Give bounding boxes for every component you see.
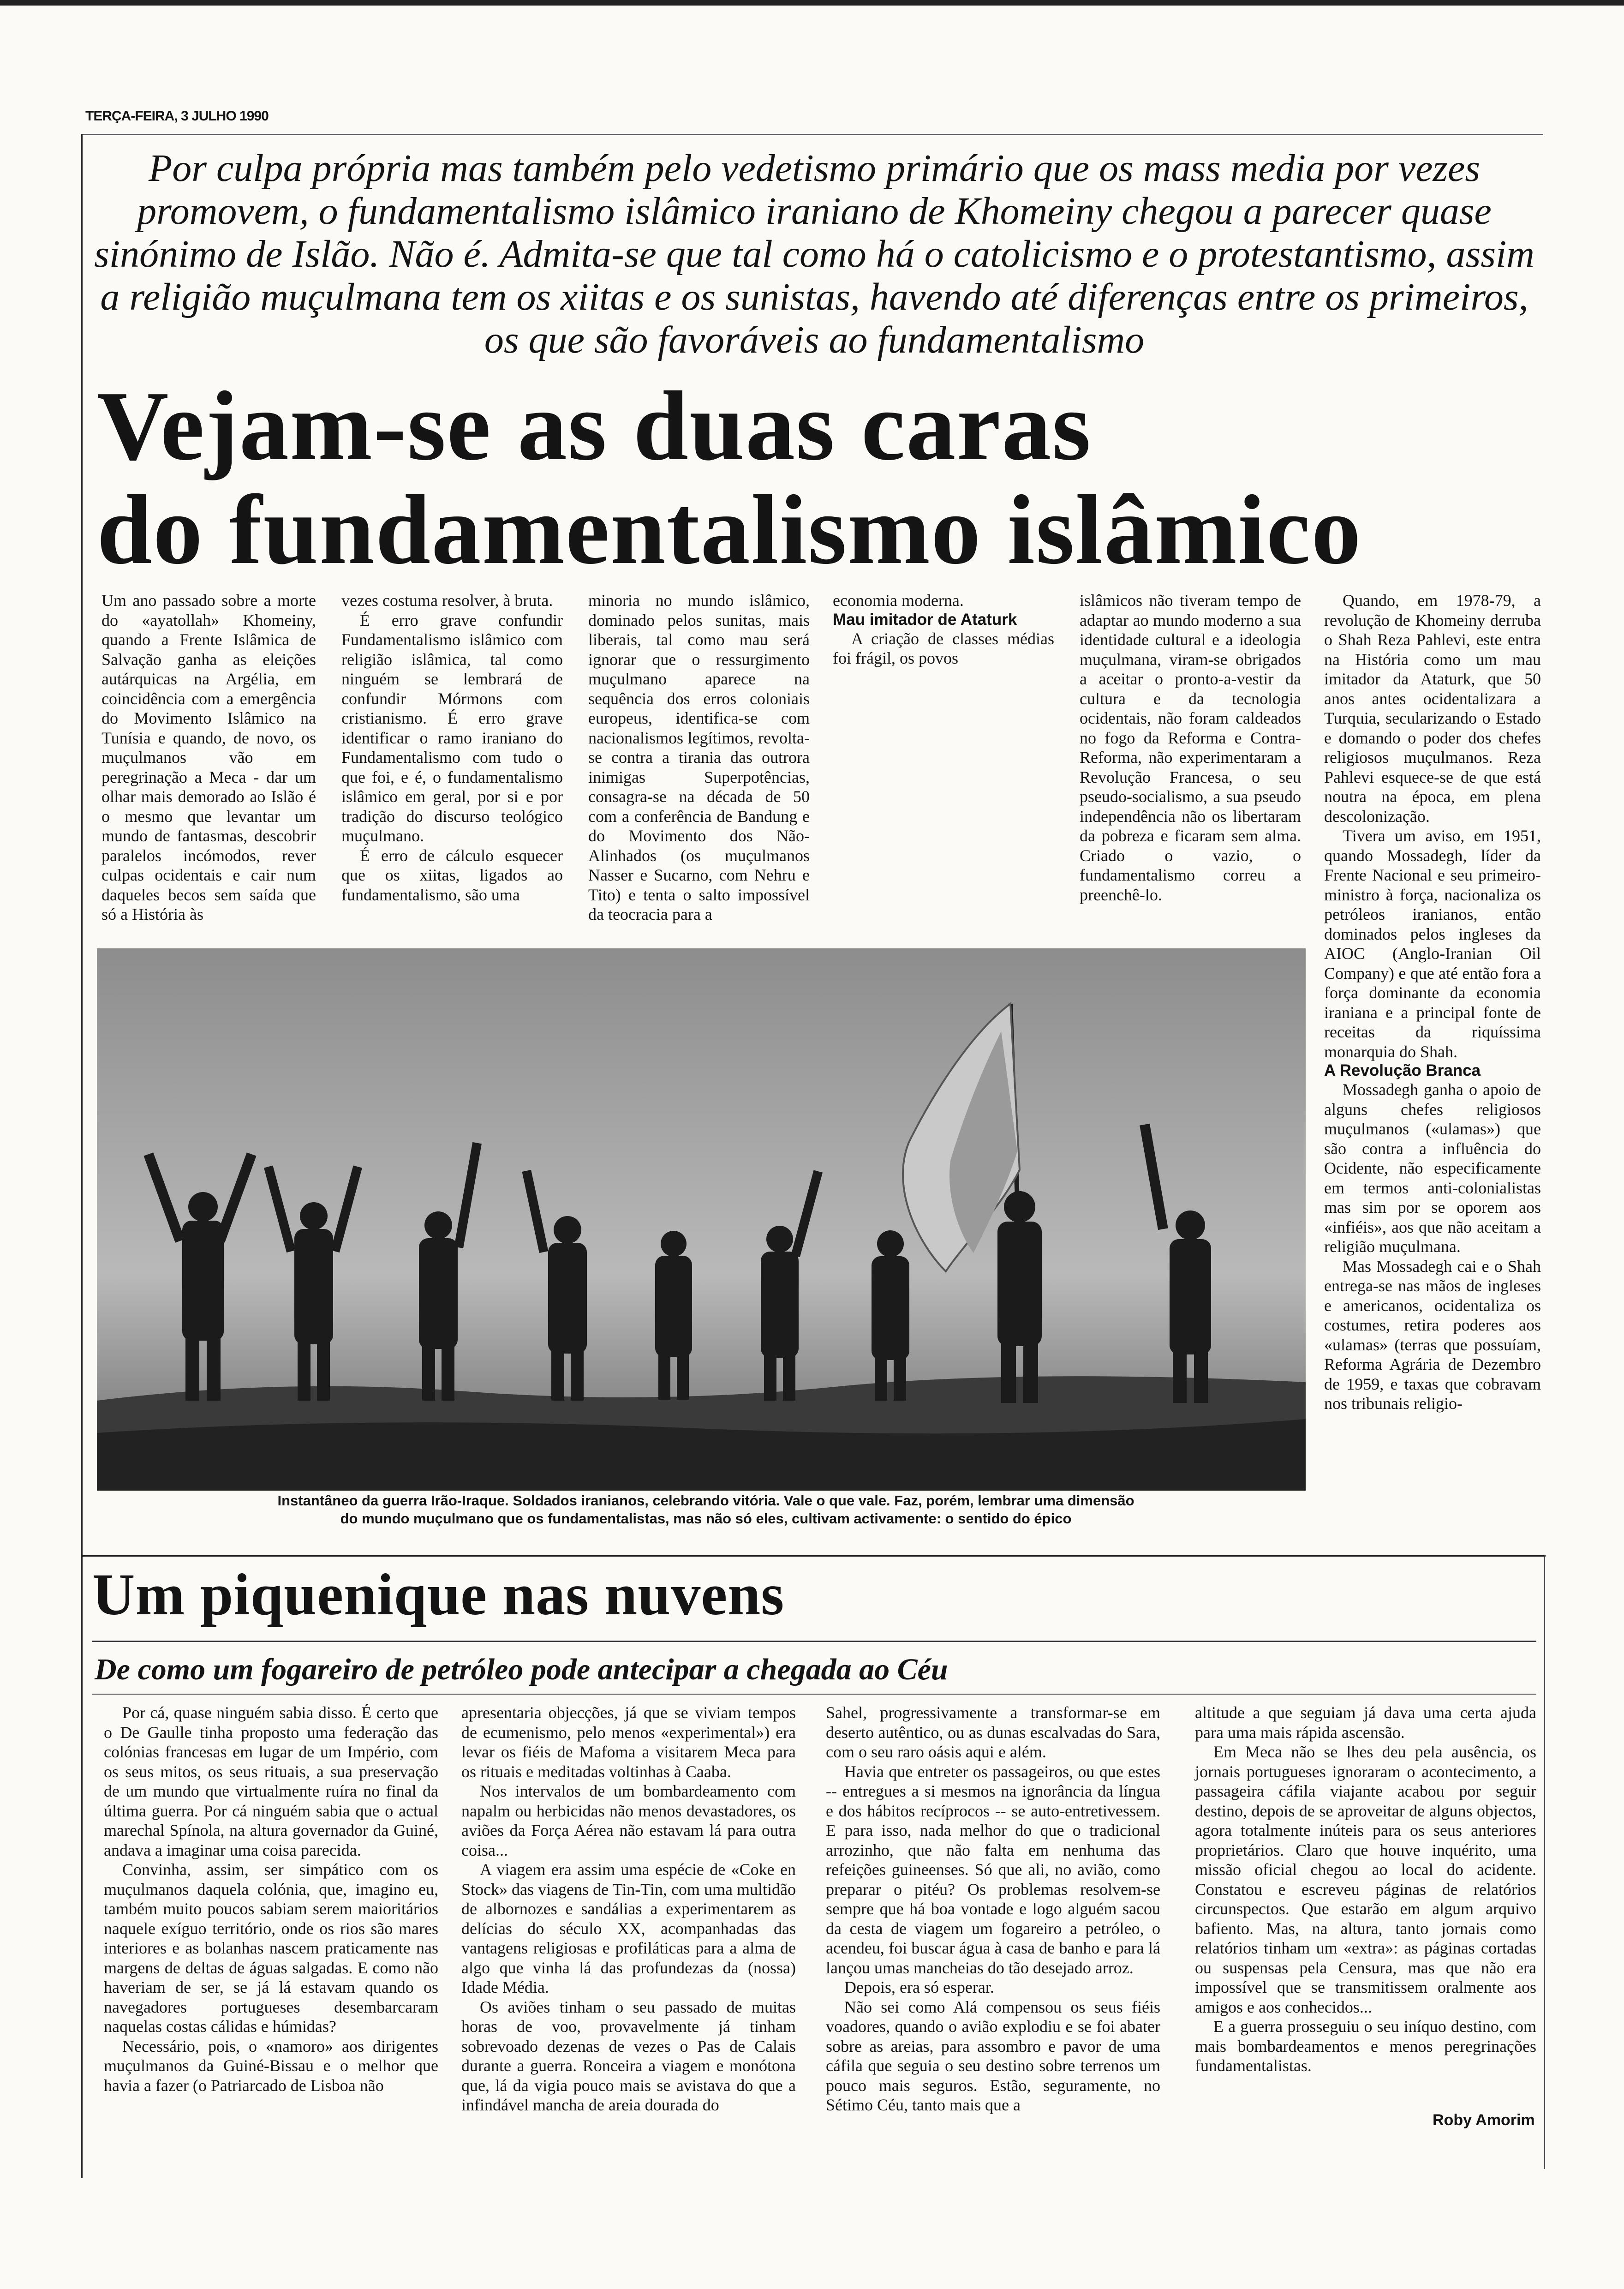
article2-col2-p4: Os aviões tinham o seu passado de muitas horas de voo, provavelmente já tinham sobrevoado dezenas de vezes o Pas de Calais durante a guerra. Ronceira a viagem e monótona que, lá da vigia pouco mais se avistava do que a infindável mancha de areia dourada do <box>461 1997 796 2114</box>
war-photo-illustration <box>97 948 1306 1491</box>
article2-title: Um piquenique nas nuvens <box>92 1562 785 1627</box>
article2-column-3 <box>826 1703 1160 2115</box>
article1-column-6 <box>1324 591 1541 1414</box>
article2-col3-p3: Depois, era só esperar. <box>844 1978 994 1996</box>
article2-byline: Roby Amorim <box>1433 2111 1535 2129</box>
article1-col2-p1: vezes costuma resolver, à bruta. <box>341 591 553 610</box>
article1-col4-p2: A criação de classes médias foi frágil, os povos <box>833 629 1054 667</box>
box2-left-rule <box>81 1555 83 2178</box>
lead-paragraph: Por culpa própria mas também pelo vedetismo primário que os mass media por vezes promovem, o fundamentalismo islâmico iraniano de Khomeiny chegou a parecer quase sinónimo de Islão. Não é. Admita-se que tal como há o catolicismo e o protestantismo, assim a religião muçulmana tem os xiitas e os sunistas, havendo até diferenças entre os primeiros, os que são favoráveis ao fundamentalismo <box>94 147 1534 361</box>
article1-col2-p2: É erro grave confundir Fundamentalismo islâmico com religião islâmica, tal como ninguém se lembrará de confundir Mórmons com cristianismo. É erro grave identificar o ramo iraniano do Fundamentalismo com tudo o que foi, e é, o fundamentalismo islâmico em geral, por si e por tradição do discurso teológico muçulmano. <box>341 611 563 845</box>
frame-left-rule <box>81 134 83 1560</box>
article2-col4-p1: altitude a que seguiam já dava uma certa ajuda para uma mais rápida ascensão. <box>1195 1703 1536 1742</box>
war-photo <box>97 948 1306 1491</box>
article1-col6-p2: Tivera um aviso, em 1951, quando Mossadegh, líder da Frente Nacional e seu primeiro-ministro à força, nacionaliza os petróleos iranianos, então dominados pelos ingleses da AIOC (Anglo-Iranian Oil Company) e que até então fora a força dominante da economia iraniana e a principal fonte de receitas da riquíssima monarquia do Shah. <box>1324 827 1541 1061</box>
headline <box>97 371 1541 585</box>
article1-subhead-mau-imitador: Mau imitador de Ataturk <box>833 610 1017 629</box>
article2-column-2 <box>461 1703 796 2115</box>
page-top-border <box>0 0 1624 6</box>
article1-col6-p3: Mossadegh ganha o apoio de alguns chefes religiosos muçulmanos («ulamas») que são contra a influência do Ocidente, não especificamente em termos anti-colonialistas mas sim por se oporem aos «infiéis», aos que não aceitam a religião muçulmana. <box>1324 1080 1541 1256</box>
article2-col3-p4: Não sei como Alá compensou os seus fiéis voadores, quando o avião explodiu e se foi abater sobre as areias, para assombro e pavor de uma cáfila que seguia o seu destino sobre terrenos um pouco mais seguros. Estão, seguramente, no Sétimo Céu, tanto mais que a <box>826 1997 1160 2114</box>
article1-column-4 <box>833 591 1054 668</box>
article1-column-1 <box>102 591 316 924</box>
headline-line-1: Vejam-se as duas caras <box>97 371 1092 481</box>
photo-caption <box>106 1492 1306 1528</box>
caption-line-1: Instantâneo da guerra Irão-Iraque. Soldados iranianos, celebrando vitória. Vale o que vale. Faz, porém, lembrar uma dimensão <box>277 1492 1134 1509</box>
article2-col2-p1: apresentaria objecções, já que se viviam tempos de ecumenismo, pelo menos «experimental») era levar os fiéis de Mafoma a visitarem Meca para os rituais e meditadas voltinhas à Caaba. <box>461 1703 796 1781</box>
headline-line-2: do fundamentalismo islâmico <box>97 474 1362 585</box>
article2-col2-p3: A viagem era assim uma espécie de «Coke en Stock» das viagens de Tin-Tin, com uma multidão de albornozes e sandálias a experimentarem as delícias do século XX, acompanhadas das vantagens religiosas e profiláticas para a alma de algo que vinha lá das profundezas da (nossa) Idade Média. <box>461 1860 796 1996</box>
article2-col4-p3: E a guerra prosseguiu o seu iníquo destino, com mais bombardeamentos e menos peregrinações fundamentalistas. <box>1195 2017 1536 2075</box>
article2-column-4 <box>1195 1703 1536 2076</box>
article1-col1-text: Um ano passado sobre a morte do «ayatollah» Khomeiny, quando a Frente Islâmica de Salvação ganha as eleições autárquicas na Argélia, em coincidência com a emergência do Movimento Islâmico na Tunísia e quando, de novo, os muçulmanos vão em peregrinação a Meca - dar um olhar mais demorado ao Islão é o mesmo que levantar um mundo de fantasmas, descobrir paralelos incómodos, rever culpas ocidentais e cair num daqueles becos sem saída que só a História às <box>102 591 316 923</box>
article2-subtitle-rule <box>92 1694 1536 1695</box>
article2-col1-p2: Convinha, assim, ser simpático com os muçulmanos daquela colónia, que, imagino eu, também muito poucos sabiam serem maioritários naquele exíguo território, onde os rios são mares interiores e as bolanhas nascem praticamente nas margens de deltas de águas salgadas. E como não haveriam de ser, se já lá estavam quando os navegadores portugueses desembarcaram naquelas costas cálidas e húmidas? <box>104 1860 438 2036</box>
article1-col5-text: islâmicos não tiveram tempo de adaptar ao mundo moderno a sua identidade cultural e a ideologia muçulmana, viram-se obrigados a aceitar o pronto-a-vestir da cultura e da tecnologia ocidentais, não foram caldeados no fogo da Reforma e Contra-Reforma, não experimentaram a Revolução Francesa, o seu pseudo-socialismo, a sua pseudo independência não os libertaram da pobreza e ficaram sem alma. Criado o vazio, o fundamentalismo correu a preenchê-lo. <box>1080 591 1301 904</box>
caption-line-2: do mundo muçulmano que os fundamentalistas, mas não só eles, cultivam activamente: o sentido do épico <box>340 1510 1072 1527</box>
article2-col3-p2: Havia que entreter os passageiros, ou que estes -- entregues a si mesmos na ignorância da língua e dos hábitos recíprocos -- se auto-entretivessem. E para isso, nada melhor do que o tradicional arrozinho, que não falta em nenhuma das refeições guineenses. Só que ali, no avião, como preparar o pitéu? Os problemas resolvem-se sempre que há boa vontade e logo alguém sacou da cesta de viagem um fogareiro a petróleo, o acendeu, foi buscar água à casa de banho e para lá lançou umas mancheias do tão desejado arroz. <box>826 1762 1160 1977</box>
dateline: TERÇA-FEIRA, 3 JULHO 1990 <box>85 108 269 124</box>
box2-top-rule <box>81 1555 1546 1557</box>
article2-title-rule <box>92 1641 1536 1642</box>
box2-right-rule <box>1544 1555 1545 2169</box>
article2-col1-p3: Necessário, pois, o «namoro» aos dirigentes muçulmanos da Guiné-Bissau e o melhor que havia a fazer (o Patriarcado de Lisboa não <box>104 2037 438 2095</box>
article1-col6-p4: Mas Mossadegh cai e o Shah entrega-se nas mãos de ingleses e americanos, ocidentaliza os costumes, retira poderes aos «ulamas» (terras que possuíam, Reforma Agrária de Dezembro de 1959, e taxas que cobravam nos tribunais religio- <box>1324 1257 1541 1413</box>
article1-column-2 <box>341 591 563 905</box>
article1-col6-p1: Quando, em 1978-79, a revolução de Khomeiny derruba o Shah Reza Pahlevi, este entra na História como um mau imitador da Ataturk, que 50 anos antes ocidentalizara a Turquia, secularizando o Estado e domando o poder dos chefes religiosos muçulmanos. Reza Pahlevi esquece-se de que está noutra na época, em plena descolonização. <box>1324 591 1541 826</box>
article2-col1-p1: Por cá, quase ninguém sabia disso. É certo que o De Gaulle tinha proposto uma federação das colónias francesas em lugar de um Império, com os seus mitos, os seus rituais, a sua preservação de um mundo que virtualmente ruíra no final da última guerra. Por cá ninguém sabia que o actual marechal Spínola, na altura governador da Guiné, andava a imaginar uma coisa parecida. <box>104 1703 438 1859</box>
article1-subhead-revolucao-branca: A Revolução Branca <box>1324 1061 1481 1079</box>
article1-col4-p1: economia moderna. <box>833 591 964 610</box>
article2-column-1 <box>104 1703 438 2095</box>
article2-subtitle: De como um fogareiro de petróleo pode antecipar a chegada ao Céu <box>95 1653 948 1686</box>
frame-top-rule <box>81 134 1543 135</box>
article2-col4-p2: Em Meca não se lhes deu pela ausência, os jornais portugueses ignoraram o acontecimento, a passageira cáfila viajante acabou por seguir destino, depois de se aproveitar de alguns objectos, agora totalmente inúteis para os seus anteriores proprietários. Claro que houve inquérito, uma missão oficial chegou ao local do acidente. Constatou e escreveu páginas de relatórios circunspectos. Que estarão em algum arquivo bafiento. Mas, na altura, tanto jornais como relatórios tinham um «extra»: as páginas cortadas ou suspensas pela Censura, mas que não era impossível que se transmitissem oralmente aos amigos e aos conhecidos... <box>1195 1743 1536 2016</box>
article1-col3-text: minoria no mundo islâmico, dominado pelos sunitas, mais liberais, tal como mau será ignorar que o ressurgimento muçulmano aparece na sequência dos erros coloniais europeus, identifica-se com nacionalismos legítimos, revolta-se contra a tirania das outrora inimigas Superpotências, consagra-se na década de 50 com a conferência de Bandung e do Movimento dos Não-Alinhados (os muçulmanos Nasser e Sucarno, com Nehru e Tito) e tenta o salto impossível da teocracia para a <box>588 591 810 923</box>
article1-column-3 <box>588 591 810 924</box>
article2-col3-p1: Sahel, progressivamente a transformar-se em deserto autêntico, ou as dunas escalvadas do Sara, com o seu raro oásis aqui e além. <box>826 1703 1160 1761</box>
article1-column-5 <box>1080 591 1301 905</box>
article2-col2-p2: Nos intervalos de um bombardeamento com napalm ou herbicidas não menos devastadores, os aviões da Força Aérea não estavam lá para outra coisa... <box>461 1782 796 1859</box>
article1-col2-p3: É erro de cálculo esquecer que os xiitas, ligados ao fundamentalismo, são uma <box>341 846 563 904</box>
